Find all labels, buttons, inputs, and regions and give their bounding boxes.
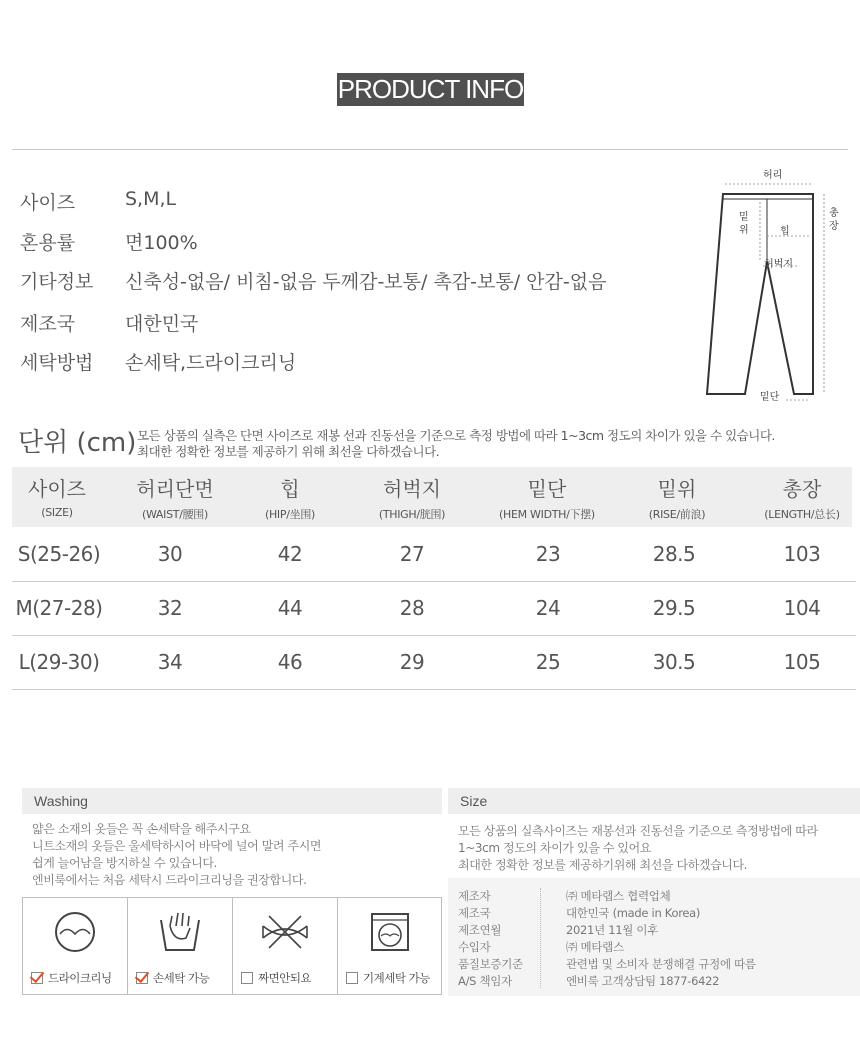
- maker-value: 엔비룩 고객상담팀 1877-6422: [566, 974, 720, 988]
- info-value: 신축성-없음/ 비침-없음 두께감-보통/ 촉감-보통/ 안감-없음: [125, 271, 607, 293]
- no-wring-icon: [261, 908, 309, 956]
- wash-label-text: 손세탁 가능: [153, 971, 210, 985]
- table-cell: 30: [157, 542, 183, 566]
- table-cell: 46: [277, 650, 303, 674]
- table-cell: 103: [783, 542, 821, 566]
- wash-label-text: 기계세탁 가능: [363, 971, 430, 985]
- size-text: 최대한 정확한 정보를 제공하기위해 최선을 다하겠습니다.: [458, 858, 748, 872]
- washing-text: 엔비룩에서는 처음 세탁시 드라이크리닝을 권장합니다.: [32, 873, 307, 887]
- wash-option-label: [136, 970, 209, 986]
- info-value: 면100%: [125, 232, 198, 254]
- column-header: [744, 467, 860, 527]
- wash-option-no-wring: [233, 898, 338, 994]
- maker-key: 수입자: [458, 940, 491, 954]
- table-cell: 23: [535, 542, 561, 566]
- washing-heading: Washing: [22, 788, 442, 814]
- table-cell: S(25-26): [17, 542, 101, 566]
- column-header-label: 밑단: [527, 477, 567, 501]
- column-header-label: 허리단면: [136, 477, 214, 501]
- maker-key: 제조자: [458, 889, 491, 903]
- unit-note-line: 최대한 정확한 정보를 제공하기 위해 최선을 다하겠습니다.: [137, 444, 440, 459]
- column-header-sub: (HIP/坐围): [264, 508, 316, 521]
- washing-text: 니트소재의 옷들은 울세탁하시어 바닥에 널어 말려 주시면: [32, 839, 322, 853]
- column-header: [120, 467, 230, 527]
- diagram-label-length-2: 장: [829, 221, 839, 232]
- info-key: 기타정보: [20, 271, 94, 293]
- diagram-label-hip: 힙: [780, 226, 790, 237]
- table-cell: 32: [157, 596, 183, 620]
- wash-option-label: [241, 970, 311, 986]
- pants-outline-icon: [700, 162, 850, 408]
- diagram-label-length-1: 총: [829, 208, 839, 219]
- column-header-label: 총장: [782, 477, 822, 501]
- maker-key: A/S 책임자: [458, 974, 512, 988]
- wash-option-label: [346, 970, 430, 986]
- column-header-sub: (WAIST/腰围): [141, 508, 209, 521]
- wash-option-dry-clean: [23, 898, 128, 994]
- wash-label-text: 드라이크리닝: [48, 971, 112, 985]
- size-table-header: [12, 467, 852, 527]
- maker-key: 제조국: [458, 906, 491, 920]
- washing-icons: [22, 897, 442, 995]
- table-cell: 29: [399, 650, 425, 674]
- info-key: 혼용률: [20, 232, 76, 254]
- maker-key: 품질보증기준: [458, 957, 523, 971]
- column-header-label: 힙: [280, 477, 300, 501]
- maker-divider: [540, 888, 541, 988]
- table-cell: 27: [399, 542, 425, 566]
- pants-measurement-diagram: [700, 162, 850, 408]
- info-value: S,M,L: [125, 188, 177, 210]
- column-header: [482, 467, 612, 527]
- column-header-sub: (RISE/前浪): [648, 508, 706, 521]
- info-key: 제조국: [20, 313, 76, 335]
- diagram-label-rise-1: 밑: [739, 212, 749, 223]
- unit-note-line: 모든 상품의 실측은 단면 사이즈로 재봉 선과 진동선을 기준으로 측정 방법에 따라 1~3cm 정도의 차이가 있을 수 있습니다.: [137, 428, 775, 443]
- info-value: 대한민국: [125, 313, 199, 335]
- diagram-label-waist: 허리: [763, 170, 783, 181]
- washing-text: 얇은 소재의 옷들은 꼭 손세탁을 해주시구요: [32, 822, 251, 836]
- column-header-sub: (HEM WIDTH/下摆): [499, 508, 595, 521]
- dry-clean-icon: [51, 908, 99, 956]
- column-header: [362, 467, 462, 527]
- column-header-sub: (LENGTH/总长): [764, 508, 840, 521]
- table-cell: 28.5: [652, 542, 696, 566]
- table-cell: 104: [783, 596, 821, 620]
- table-cell: 30.5: [652, 650, 696, 674]
- maker-key: 제조연월: [458, 923, 502, 937]
- column-header-label: 사이즈: [28, 477, 86, 501]
- checkbox-checked-icon: [31, 972, 43, 984]
- column-header: [245, 467, 335, 527]
- column-header: [12, 467, 102, 527]
- table-cell: M(27-28): [15, 596, 103, 620]
- hand-wash-icon: [156, 908, 204, 956]
- table-cell: 34: [157, 650, 183, 674]
- checkbox-empty-icon: [241, 972, 253, 984]
- table-row: [12, 528, 856, 582]
- wash-option-machine-wash: [338, 898, 443, 994]
- size-heading: Size: [448, 788, 860, 814]
- size-text: 모든 상품의 실측사이즈는 재봉선과 진동선을 기준으로 측정방법에 따라: [458, 824, 818, 838]
- maker-value: 관련법 및 소비자 분쟁해결 규정에 따름: [566, 957, 756, 971]
- column-header-label: 허벅지: [383, 477, 441, 501]
- column-header-label: 밑위: [657, 477, 697, 501]
- table-cell: 105: [783, 650, 821, 674]
- table-cell: 25: [535, 650, 561, 674]
- maker-info: [448, 878, 860, 996]
- divider: [12, 149, 848, 150]
- unit-title: 단위 (cm): [18, 428, 137, 458]
- washing-text: 쉽게 늘어남을 방지하실 수 있습니다.: [32, 856, 217, 870]
- machine-wash-icon: [366, 908, 414, 956]
- maker-value: 2021년 11월 이후: [566, 923, 659, 937]
- diagram-label-thigh: 허벅지: [764, 259, 793, 270]
- maker-value: 대한민국 (made in Korea): [566, 906, 701, 920]
- info-value: 손세탁,드라이크리닝: [125, 352, 297, 374]
- table-row: [12, 636, 856, 690]
- size-text: 1~3cm 정도의 차이가 있을 수 있어요: [458, 841, 651, 855]
- checkbox-checked-icon: [136, 972, 148, 984]
- table-cell: 44: [277, 596, 303, 620]
- table-row: [12, 582, 856, 636]
- diagram-label-hem: 밑단: [760, 392, 780, 403]
- wash-option-label: [31, 970, 112, 986]
- wash-option-hand-wash: [128, 898, 233, 994]
- column-header-sub: (THIGH/胱围): [378, 508, 446, 521]
- wash-label-text: 짜면안되요: [258, 971, 312, 985]
- info-key: 사이즈: [20, 192, 76, 214]
- column-header: [622, 467, 732, 527]
- maker-value: ㈜ 메타랩스: [566, 940, 624, 954]
- table-cell: 42: [277, 542, 303, 566]
- page-title: PRODUCT INFO: [337, 74, 524, 104]
- checkbox-empty-icon: [346, 972, 358, 984]
- diagram-label-rise-2: 위: [739, 225, 749, 236]
- maker-value: ㈜ 메타랩스 협력업체: [566, 889, 671, 903]
- table-cell: 28: [399, 596, 425, 620]
- info-key: 세탁방법: [20, 352, 94, 374]
- table-cell: 24: [535, 596, 561, 620]
- column-header-sub: (SIZE): [41, 506, 73, 519]
- table-cell: L(29-30): [18, 650, 100, 674]
- table-cell: 29.5: [652, 596, 696, 620]
